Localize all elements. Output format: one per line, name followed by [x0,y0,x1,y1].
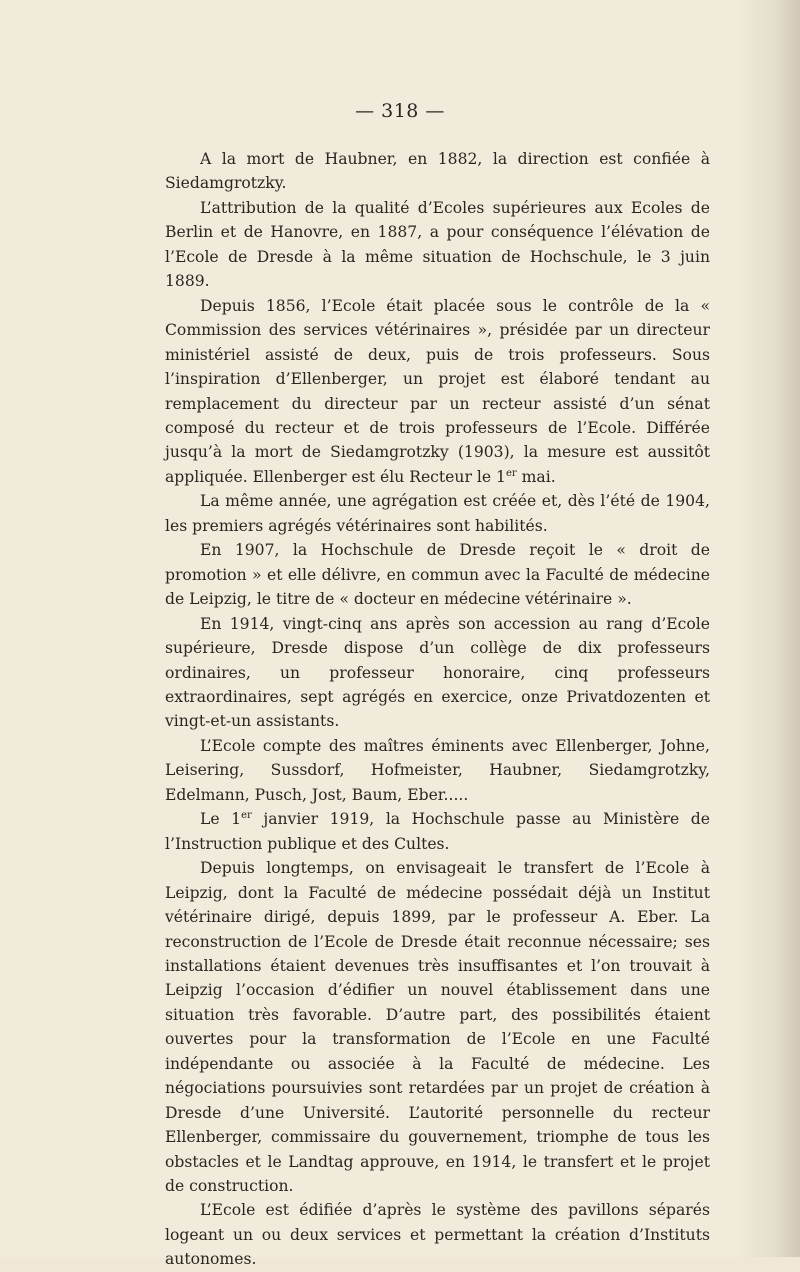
paragraph: Depuis 1856, l’Ecole était placée sous le contrôle de la « Commission des services vétérinaires », présidée par un directeur ministériel assisté de deux, puis de trois professeurs. Sous l’inspiration d’Ellenberger, un projet est élaboré tendant au remplacement du directeur par un recteur assisté d’un sénat composé du recteur et de trois professeurs de l’Ecole. Différée jusqu’à la mort de Siedamgrotzky (1903), la mesure est aussitôt appliquée. Ellenberger est élu Recteur le 1er mai. [165,296,710,486]
paragraph: Le 1er janvier 1919, la Hochschule passe au Ministère de l’Instruction publique et des Cultes. [165,810,711,853]
page-number: — 318 — [355,100,445,122]
paragraph: L’attribution de la qualité d’Ecoles supérieures aux Ecoles de Berlin et de Hanovre, en 1887, a pour conséquence l’élévation de l’Ecole de Dresde à la même situation de Hochschule, le 3 juin 1889. [165,198,710,291]
paragraph: L’Ecole est édifiée d’après le système des pavillons séparés logeant un ou deux services et permettant la création d’Instituts autonomes. [165,1201,710,1269]
paragraph: En 1907, la Hochschule de Dresde reçoit le « droit de promotion » et elle délivre, en commun avec la Faculté de médecine de Leipzig, le titre de « docteur en médecine vétérinaire ». [165,541,710,609]
paragraph: Depuis longtemps, on envisageait le transfert de l’Ecole à Leipzig, dont la Faculté de médecine possédait déjà un Institut vétérinaire dirigé, depuis 1899, par le professeur A. Eber. La reconstruction de l’Ecole de Dresde était reconnue nécessaire; ses installations étaient devenues très insuffisantes et l’on trouvait à Leipzig l’occasion d’édifier un nouvel établissement dans une situation très favorable. D’autre part, des possibilités étaient ouvertes pour la transformation de l’Ecole en une Faculté indépendante ou associée à la Faculté de médecine. Les négociations poursuivies sont retardées par un projet de création à Dresde d’une Université. L’autorité personnelle du recteur Ellenberger, commissaire du gouvernement, triomphe de tous les obstacles et le Landtag approuve, en 1914, le transfert et le projet de construction. [165,859,710,1196]
paragraph: En 1914, vingt-cinq ans après son accession au rang d’Ecole supérieure, Dresde dispose d’un collège de dix professeurs ordinaires, un professeur honoraire, cinq professeurs extraordinaires, sept agrégés en exercice, onze Privatdozenten et vingt-et-un assistants. [165,614,710,731]
paragraph: L’Ecole compte des maîtres éminents avec Ellenberger, Johne, Leisering, Sussdorf, Hofmeister, Haubner, Siedamgrotzky, Edelmann, Pusch, Jost, Baum, Eber..... [165,736,710,804]
body-text [165,147,710,1272]
paragraph: La même année, une agrégation est créée et, dès l’été de 1904, les premiers agrégés vétérinaires sont habilités. [165,492,710,535]
paragraph: A la mort de Haubner, en 1882, la direction est confiée à Siedamgrotzky. [165,150,710,193]
